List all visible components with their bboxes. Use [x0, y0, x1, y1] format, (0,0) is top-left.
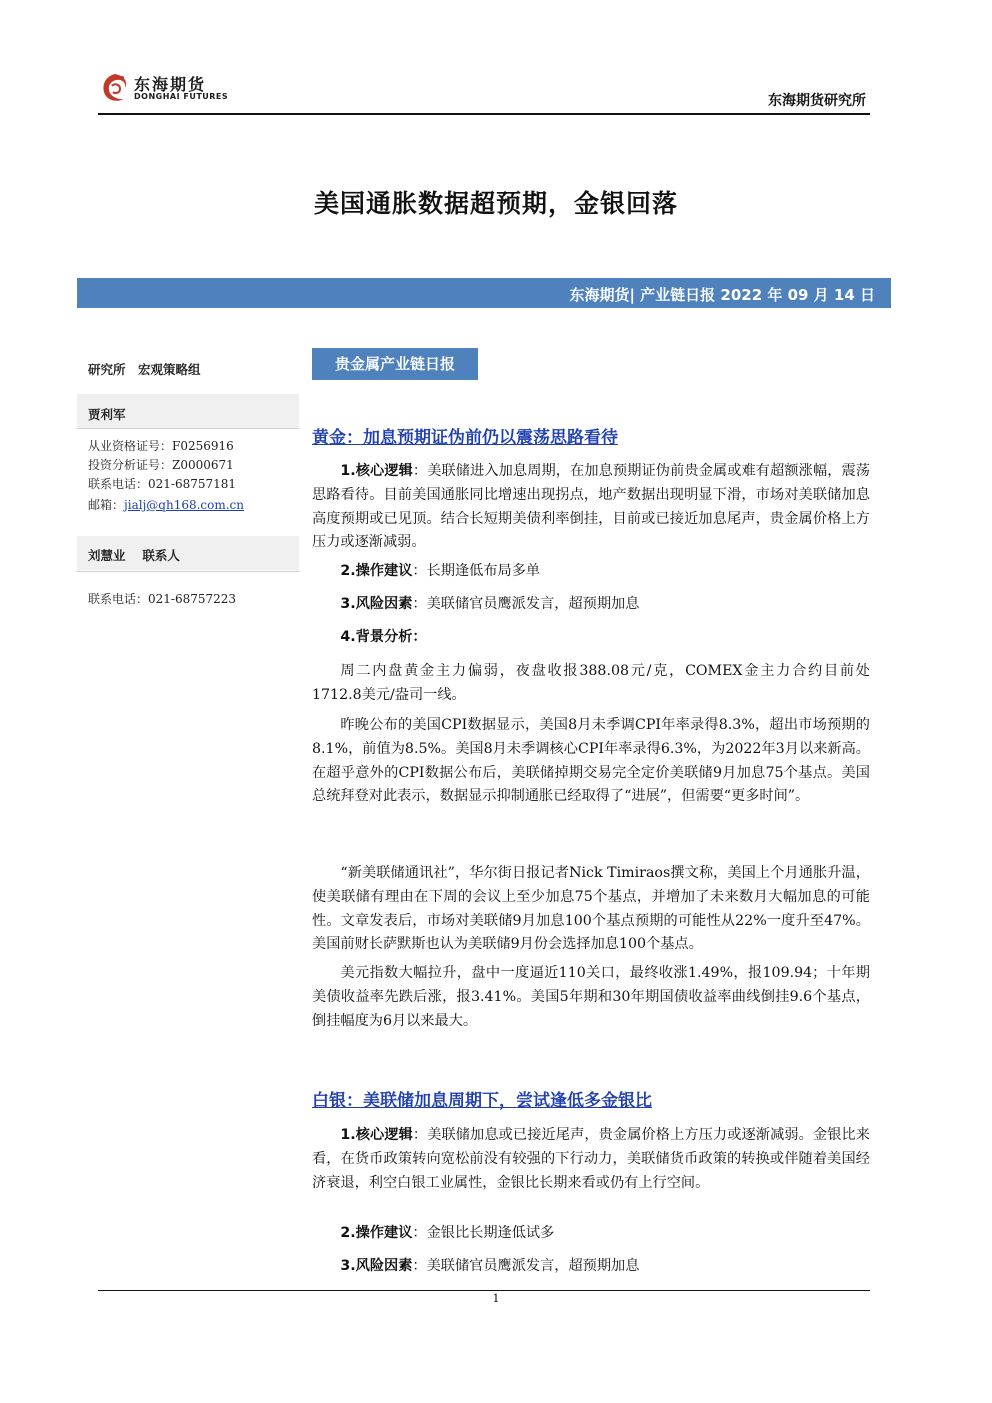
sidebar-analyst-invest-cert: 投资分析证号：Z0000671 [88, 458, 234, 472]
logo-cn-text: 东海期货 [134, 75, 207, 94]
silver-heading: 白银：美联储加息周期下，尝试逢低多金银比 [312, 1091, 652, 1111]
gold-bg-para-4: 美元指数大幅拉升，盘中一度逼近110关口，最终收涨1.49%，报109.94；十年期美债收益率先跌后涨，报3.41%。美国5年期和30年期国债收益率曲线倒挂9.6个基点，倒挂幅度为6月以来最大。 [312, 965, 870, 1029]
silver-core-logic-text: ：美联储加息或已接近尾声，贵金属价格上方压力或逐渐减弱。金银比来看，在货币政策转向宽松前没有较强的下行动力，美联储货币政策的转换或伴随着美国经济衰退，利空白银工业属性，金银比长期来看或仍有上行空间。 [312, 1127, 870, 1191]
gold-core-logic [312, 460, 870, 555]
gold-advice-label: 2.操作建议 [340, 563, 413, 579]
gold-bg-para-1: 周二内盘黄金主力偏弱，夜盘收报388.08元/克，COMEX金主力合约目前处1712.8美元/盎司一线。 [312, 663, 870, 703]
gold-bg-para-2: 昨晚公布的美国CPI数据显示，美国8月未季调CPI年率录得8.3%，超出市场预期的8.1%，前值为8.5%。美国8月未季调核心CPI年率录得6.3%，为2022年3月以来新高。在超乎意外的CPI数据公布后，美联储掉期交易完全定价美联储9月加息75个基点。美国总统拜登对此表示，数据显示抑制通胀已经取得了“进展”，但需要“更多时间”。 [312, 717, 870, 805]
silver-risk-text: ：美联储官员鹰派发言，超预期加息 [412, 1258, 640, 1274]
gold-heading: 黄金：加息预期证伪前仍以震荡思路看待 [312, 428, 618, 448]
section-tag: 贵金属产业链日报 [312, 348, 478, 380]
header-divider [98, 113, 870, 115]
page-number: 1 [492, 1292, 500, 1305]
company-logo [98, 70, 238, 110]
sidebar-email-label: 邮箱： [88, 498, 125, 512]
gold-background-heading [312, 626, 870, 650]
report-banner [77, 278, 891, 308]
sidebar-contact-phone: 联系电话：021-68757223 [88, 592, 237, 606]
page-title: 美国通胀数据超预期，金银回落 [313, 189, 678, 218]
silver-advice-text: ：金银比长期逢低试多 [412, 1225, 555, 1241]
gold-advice-text: ：长期逢低布局多单 [412, 563, 541, 579]
sidebar-divider [77, 428, 299, 429]
sidebar-dept: 研究所 宏观策略组 [88, 362, 201, 377]
silver-advice [312, 1222, 870, 1246]
logo-en-text: DONGHAI FUTURES [134, 92, 229, 101]
sidebar-email-row [88, 496, 244, 513]
gold-risk [312, 593, 870, 617]
sidebar-analyst-cert: 从业资格证号：F0256916 [88, 439, 234, 453]
gold-advice [312, 560, 870, 584]
silver-core-logic [312, 1124, 870, 1195]
logo-dragon-icon [98, 70, 132, 106]
silver-advice-label: 2.操作建议 [340, 1225, 413, 1241]
silver-risk [312, 1255, 870, 1279]
gold-risk-label: 3.风险因素 [340, 596, 413, 612]
header-org: 东海期货研究所 [768, 93, 866, 109]
gold-background-label: 4.背景分析： [340, 629, 427, 645]
silver-core-logic-label: 1.核心逻辑 [340, 1127, 413, 1143]
sidebar-contact-name: 刘慧业 联系人 [88, 548, 180, 563]
sidebar-divider [77, 571, 299, 572]
sidebar-email-link[interactable]: jialj@qh168.com.cn [124, 498, 245, 512]
silver-risk-label: 3.风险因素 [340, 1258, 413, 1274]
gold-risk-text: ：美联储官员鹰派发言，超预期加息 [412, 596, 640, 612]
gold-core-logic-label: 1.核心逻辑 [340, 463, 413, 479]
sidebar-analyst-name: 贾利军 [88, 407, 126, 422]
footer-divider [98, 1290, 870, 1291]
gold-core-logic-text: ：美联储进入加息周期，在加息预期证伪前贵金属或难有超额涨幅，震荡思路看待。目前美国通胀同比增速出现拐点，地产数据出现明显下滑，市场对美联储加息高度预期或已见顶。结合长短期美债利率倒挂，目前或已接近加息尾声，贵金属价格上方压力或逐渐减弱。 [312, 463, 870, 551]
banner-text: 东海期货| 产业链日报 2022 年 09 月 14 日 [569, 286, 875, 304]
sidebar-analyst-phone: 联系电话：021-68757181 [88, 477, 237, 491]
gold-bg-para-3: “新美联储通讯社”，华尔街日报记者Nick Timiraos撰文称，美国上个月通胀升温，使美联储有理由在下周的会议上至少加息75个基点，并增加了未来数月大幅加息的可能性。文章发表后，市场对美联储9月加息100个基点预期的可能性从22%一度升至47%。美国前财长萨默斯也认为美联储9月份会选择加息100个基点。 [312, 865, 870, 953]
